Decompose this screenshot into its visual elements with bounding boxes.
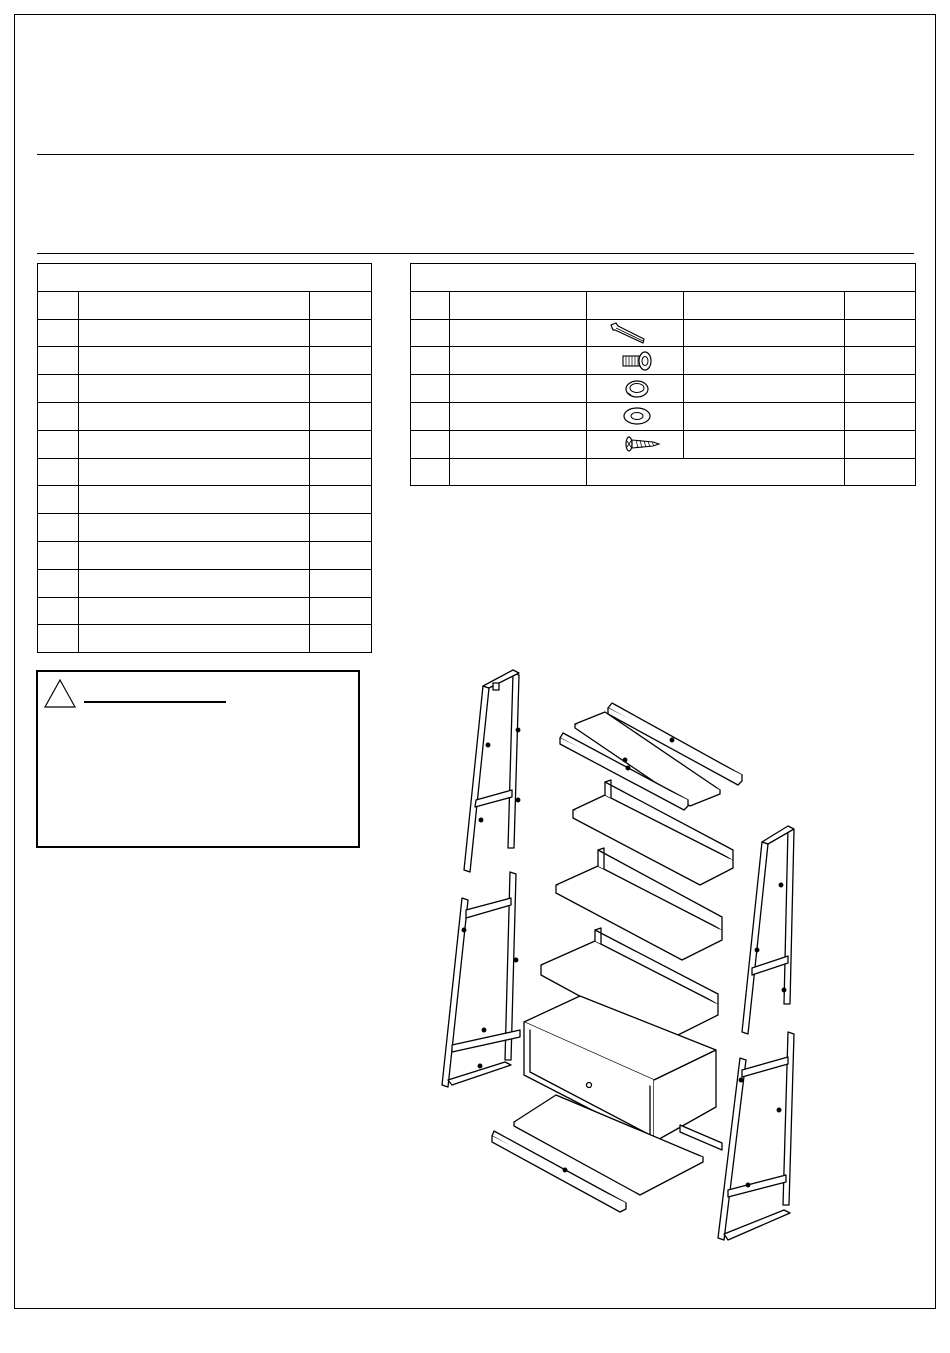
table-cell	[38, 486, 79, 514]
table-cell	[310, 625, 372, 653]
parts-table	[37, 263, 372, 653]
table-row	[411, 430, 916, 458]
table-cell	[310, 402, 372, 430]
hardware-icon-cell	[587, 375, 684, 403]
table-cell	[310, 319, 372, 347]
table-cell	[845, 375, 916, 403]
warning-triangle-icon	[43, 678, 77, 710]
table-cell	[38, 597, 79, 625]
bottom-rail-back	[680, 1125, 722, 1150]
table-row	[38, 430, 372, 458]
allen-key-icon	[587, 320, 684, 346]
table-cell	[79, 319, 310, 347]
side-frame-top-right	[742, 826, 794, 1034]
table-cell	[38, 541, 79, 569]
table-cell	[310, 458, 372, 486]
table-cell	[79, 486, 310, 514]
table-cell	[845, 291, 916, 319]
table-row	[38, 486, 372, 514]
table-cell	[38, 347, 79, 375]
table-cell	[310, 514, 372, 542]
table-cell	[450, 402, 587, 430]
table-cell	[411, 319, 450, 347]
table-cell	[587, 291, 684, 319]
table-cell	[79, 597, 310, 625]
table-cell	[79, 458, 310, 486]
table-row	[38, 541, 372, 569]
table-cell	[450, 347, 587, 375]
table-row	[38, 319, 372, 347]
table-row	[38, 291, 372, 319]
table-cell	[684, 430, 845, 458]
hardware-table-header	[411, 264, 916, 292]
table-cell	[38, 375, 79, 403]
table-cell	[79, 514, 310, 542]
table-cell	[79, 402, 310, 430]
table-cell	[310, 486, 372, 514]
subtitle-rule	[37, 253, 914, 254]
table-cell	[79, 625, 310, 653]
warning-heading	[84, 682, 226, 703]
exploded-shelf-assembly-icon	[420, 650, 820, 1260]
table-row	[38, 402, 372, 430]
table-cell	[684, 291, 845, 319]
table-cell	[38, 625, 79, 653]
table-cell	[450, 430, 587, 458]
wood-screw-icon	[587, 431, 684, 457]
table-cell	[38, 430, 79, 458]
table-cell	[411, 458, 450, 486]
table-cell	[79, 430, 310, 458]
table-cell	[450, 319, 587, 347]
table-cell	[684, 402, 845, 430]
table-cell	[845, 430, 916, 458]
table-cell	[79, 347, 310, 375]
table-row	[411, 458, 916, 486]
side-frame-bottom-left	[442, 872, 520, 1087]
lock-washer-icon	[587, 376, 684, 402]
table-row	[411, 319, 916, 347]
table-cell	[411, 291, 450, 319]
table-cell	[684, 319, 845, 347]
table-cell	[684, 375, 845, 403]
table-row	[38, 514, 372, 542]
table-cell	[310, 291, 372, 319]
table-cell	[411, 375, 450, 403]
table-cell	[450, 291, 587, 319]
table-cell	[450, 458, 587, 486]
flat-washer-icon	[587, 403, 684, 429]
table-cell	[684, 347, 845, 375]
table-cell	[411, 402, 450, 430]
table-cell	[79, 291, 310, 319]
table-cell	[845, 458, 916, 486]
hardware-icon-cell	[587, 347, 684, 375]
table-cell	[845, 402, 916, 430]
hardware-icon-cell	[587, 402, 684, 430]
hardware-icon-cell	[587, 430, 684, 458]
table-row	[411, 402, 916, 430]
table-cell	[411, 347, 450, 375]
table-row	[38, 597, 372, 625]
table-row	[38, 625, 372, 653]
table-row	[38, 569, 372, 597]
table-cell	[310, 430, 372, 458]
parts-table-header	[38, 264, 372, 292]
table-cell	[310, 569, 372, 597]
table-cell	[310, 375, 372, 403]
table-row	[411, 291, 916, 319]
table-row	[411, 347, 916, 375]
table-cell	[411, 430, 450, 458]
table-cell	[38, 319, 79, 347]
table-cell	[310, 597, 372, 625]
table-cell	[845, 319, 916, 347]
table-cell	[450, 375, 587, 403]
table-row	[38, 375, 372, 403]
side-frame-bottom-right	[718, 1032, 794, 1240]
table-cell	[38, 569, 79, 597]
table-cell	[38, 402, 79, 430]
table-cell	[310, 347, 372, 375]
table-cell	[38, 291, 79, 319]
table-cell	[79, 375, 310, 403]
table-cell	[38, 458, 79, 486]
table-cell	[587, 458, 845, 486]
title-rule	[37, 154, 914, 155]
warning-box	[36, 670, 360, 848]
table-cell	[79, 541, 310, 569]
table-cell	[310, 541, 372, 569]
table-cell	[38, 514, 79, 542]
bolt-icon	[587, 348, 684, 374]
side-frame-top-left	[464, 670, 520, 872]
table-row	[411, 375, 916, 403]
hardware-icon-cell	[587, 319, 684, 347]
table-cell	[845, 347, 916, 375]
table-row	[38, 347, 372, 375]
table-row	[38, 458, 372, 486]
hardware-table	[410, 263, 916, 486]
table-cell	[79, 569, 310, 597]
